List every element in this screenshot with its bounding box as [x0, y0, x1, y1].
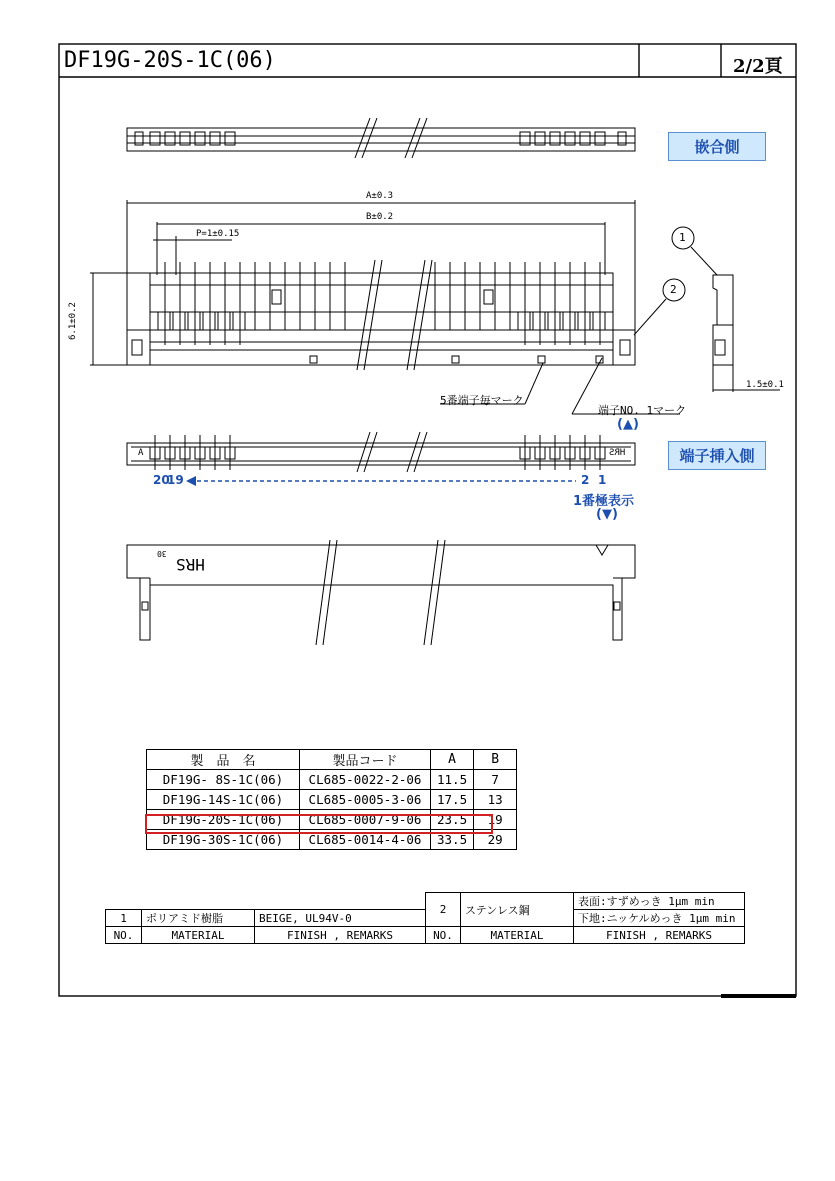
col-no-2: NO.: [426, 927, 461, 944]
col-material-2: MATERIAL: [461, 927, 574, 944]
mark-every-5-note: 5番端子毎マーク: [440, 394, 524, 407]
cell-name: DF19G-30S-1C(06): [147, 830, 300, 850]
mat2-finish-top: 表面:すずめっき 1μm min: [574, 893, 745, 910]
logo-top: HRS: [609, 448, 626, 458]
mat1-finish: BEIGE, UL94V-0: [255, 910, 426, 927]
dim-side-width: 1.5±0.1: [746, 380, 784, 390]
mating-side-view: [127, 118, 635, 158]
col-product-name: 製 品 名: [147, 750, 300, 770]
cell-b: 7: [474, 770, 517, 790]
terminal-insert-view: [127, 432, 635, 472]
mark-no1-symbol: (▲): [617, 417, 639, 432]
dim-pitch: P=1±0.15: [196, 229, 240, 239]
pin1-symbol: (▼): [596, 507, 618, 522]
cell-name: DF19G- 8S-1C(06): [147, 770, 300, 790]
pin1-indication: 1番極表示: [573, 494, 635, 509]
pin-20-label: 20: [153, 473, 170, 487]
logo-bottom-small: 30: [157, 549, 167, 558]
logo-bottom: HRS: [176, 555, 205, 574]
materials-table: [105, 892, 745, 944]
table-row: [147, 790, 517, 810]
cell-code: CL685-0005-3-06: [300, 790, 431, 810]
cell-code: CL685-0007-9-06: [300, 810, 431, 830]
dim-b: B±0.2: [366, 212, 394, 222]
mat2-finish-bottom: 下地:ニッケルめっき 1μm min: [574, 910, 745, 927]
pin-19-label: 19: [167, 473, 184, 487]
cell-name: DF19G-20S-1C(06): [147, 810, 300, 830]
cell-b: 13: [474, 790, 517, 810]
dim-height: 6.1±0.2: [68, 302, 78, 340]
col-a: A: [431, 750, 474, 770]
mark-no1-note: 端子NO. 1マーク: [598, 404, 687, 417]
side-view: [713, 275, 780, 392]
pin-1-label: 1: [598, 473, 607, 487]
cell-a: 11.5: [431, 770, 474, 790]
parts-table: [146, 749, 517, 850]
cell-code: CL685-0014-4-06: [300, 830, 431, 850]
cell-a: 23.5: [431, 810, 474, 830]
table-row: [147, 770, 517, 790]
cell-name: DF19G-14S-1C(06): [147, 790, 300, 810]
cell-b: 29: [474, 830, 517, 850]
callout-2: 2: [670, 283, 677, 296]
callout-1: 1: [679, 231, 686, 244]
highlight-box: [145, 814, 493, 834]
mat2-no: 2: [426, 893, 461, 927]
mat1-material: ポリアミド樹脂: [142, 910, 255, 927]
pin-direction-arrow: [186, 476, 576, 486]
dim-a: A±0.3: [366, 191, 394, 201]
cell-b: 19: [474, 810, 517, 830]
drawing-title: DF19G-20S-1C(06): [64, 48, 276, 73]
mat1-no: 1: [106, 910, 142, 927]
col-product-code: 製品コード: [300, 750, 431, 770]
main-plan-view: [90, 200, 717, 414]
logo-left: A: [138, 448, 144, 458]
pin-2-label: 2: [581, 473, 590, 487]
terminal-insert-label: 端子挿入側: [668, 441, 766, 470]
col-finish-1: FINISH , REMARKS: [255, 927, 426, 944]
col-no-1: NO.: [106, 927, 142, 944]
mat2-material: ステンレス鋼: [461, 893, 574, 927]
col-finish-2: FINISH , REMARKS: [574, 927, 745, 944]
col-material-1: MATERIAL: [142, 927, 255, 944]
cell-code: CL685-0022-2-06: [300, 770, 431, 790]
cell-a: 17.5: [431, 790, 474, 810]
cell-a: 33.5: [431, 830, 474, 850]
mating-side-label: 嵌合側: [668, 132, 766, 161]
col-b: B: [474, 750, 517, 770]
page-number: 2/2頁: [733, 56, 783, 77]
